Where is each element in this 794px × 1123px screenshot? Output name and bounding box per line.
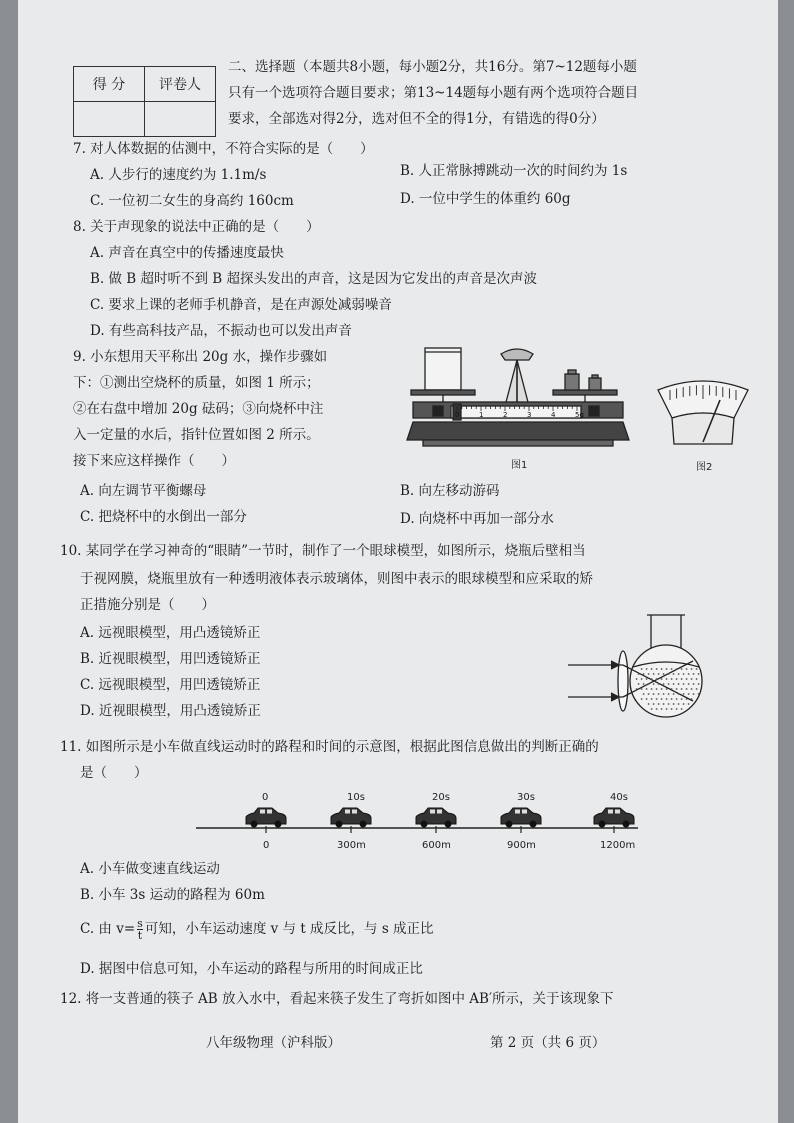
q11-c-prefix: C. 由 v= [80,921,136,937]
q7-option-a: A. 人步行的速度约为 1.1m/s [90,167,267,183]
right-pan [553,390,617,395]
q11-line-2: 是（ ） [80,765,148,781]
q8-option-a: A. 声音在真空中的传播速度最快 [90,245,284,261]
time-label: 20s [432,792,450,803]
distance-label: 1200m [600,840,636,851]
q10-option-d: D. 近视眼模型，用凸透镜矫正 [80,703,261,719]
score-table [73,66,216,137]
balance-base [407,422,629,440]
q9-option-a: A. 向左调节平衡螺母 [80,483,207,499]
q10-option-c: C. 远视眼模型，用凹透镜矫正 [80,677,261,693]
ruler-tick-label: 3 [527,411,532,419]
q10-line-1: 10. 某同学在学习神奇的“眼睛”一节时，制作了一个眼球模型，如图所示，烧瓶后壁相当 [60,543,586,559]
q11-option-c [80,918,434,941]
grader-header: 评卷人 [145,67,216,102]
q7-option-c: C. 一位初二女生的身高约 160cm [90,193,294,209]
car-icon [331,808,371,828]
beaker [425,348,461,390]
exam-page [18,0,778,1123]
score-header: 得 分 [74,67,145,102]
q9-line-1: 9. 小东想用天平称出 20g 水，操作步骤如 [73,349,328,365]
q9-line-2: 下：①测出空烧杯的质量，如图 1 所示； [73,375,320,391]
section-line-1: 二、选择题（本题共8小题，每小题2分，共16分。第7~12题每小题 [228,59,637,75]
q9-line-3: ②在右盘中增加 20g 砝码；③向烧杯中注 [73,401,324,417]
ruler-scale [451,406,581,418]
q11-option-b: B. 小车 3s 运动的路程为 60m [80,887,265,903]
car-icon [594,808,634,828]
q9-line-5: 接下来应这样操作（ ） [73,453,235,469]
distance-label: 600m [422,840,451,851]
distance-label: 0 [263,840,270,851]
flask-neck [651,615,681,649]
car-icon [416,808,456,828]
time-label: 10s [347,792,365,803]
q10-line-3: 正措施分别是（ ） [80,597,215,613]
balance-figure [393,340,643,472]
footer-page-number: 第 2 页（共 6 页） [490,1035,606,1051]
q8-option-b: B. 做 B 超时听不到 B 超探头发出的声音，这是因为它发出的声音是次声波 [90,271,538,287]
time-label: 40s [610,792,628,803]
fig1-caption: 图1 [511,460,528,471]
q11-option-a: A. 小车做变速直线运动 [80,861,220,877]
fraction-denominator: t [137,929,143,942]
section-line-3: 要求，全部选对得2分，选对但不全的得1分，有错选的得0分） [228,111,605,127]
car-icon [246,808,286,828]
grader-cell [145,102,216,137]
q9-option-d: D. 向烧杯中再加一部分水 [400,511,554,527]
left-pan [411,390,475,395]
q10-option-b: B. 近视眼模型，用凹透镜矫正 [80,651,261,667]
fig2-caption: 图2 [696,462,713,473]
footer-subject: 八年级物理（沪科版） [206,1035,341,1051]
q11-fraction [137,918,143,941]
ruler-tick-label: 0 [455,411,460,419]
eye-model-figure [563,605,723,725]
q10-option-a: A. 远视眼模型，用凸透镜矫正 [80,625,261,641]
car-motion-figure [188,786,648,856]
distance-label: 900m [507,840,536,851]
fraction-numerator: s [137,917,143,930]
q8-stem: 8. 关于声现象的说法中正确的是（ ） [73,219,320,235]
ruler-tick-label: 1 [479,411,484,419]
lens [618,651,628,711]
q10-line-2: 于视网膜，烧瓶里放有一种透明液体表示玻璃体，则图中表示的眼球模型和应采取的矫 [80,571,593,587]
q7-option-d: D. 一位中学生的体重约 60g [400,191,571,207]
q11-line-1: 11. 如图所示是小车做直线运动时的路程和时间的示意图，根据此图信息做出的判断正确的 [60,739,599,755]
ruler-tick-label: 2 [503,411,508,419]
time-label: 30s [517,792,535,803]
q9-option-b: B. 向左移动游码 [400,483,500,499]
score-cell [74,102,145,137]
car-icon [501,808,541,828]
q9-option-c: C. 把烧杯中的水倒出一部分 [80,509,247,525]
q11-option-d: D. 据图中信息可知，小车运动的路程与所用的时间成正比 [80,961,423,977]
q7-option-b: B. 人正常脉搏跳动一次的时间约为 1s [400,163,628,179]
q9-line-4: 入一定量的水后，指针位置如图 2 所示。 [73,427,320,443]
weight-small [589,378,601,390]
q7-stem: 7. 对人体数据的估测中，不符合实际的是（ ） [73,141,374,157]
distance-label: 300m [337,840,366,851]
q11-c-suffix: 可知，小车运动速度 v 与 t 成反比，与 s 成正比 [144,921,434,937]
q12-stem: 12. 将一支普通的筷子 AB 放入水中，看起来筷子发生了弯折如图中 AB′所示，关于该现象下 [60,991,614,1007]
weight-large [565,374,579,390]
ruler-tick-label: 5g [575,411,584,419]
flask-bulb [630,645,702,717]
section-line-2: 只有一个选项符合题目要求；第13~14题每小题有两个选项符合题目 [228,85,639,101]
q8-option-c: C. 要求上课的老师手机静音，是在声源处减弱噪音 [90,297,392,313]
q8-option-d: D. 有些高科技产品，不振动也可以发出声音 [90,323,352,339]
pointer-dial [501,349,533,360]
pointer-dial-figure [648,378,758,476]
ruler-tick-label: 4 [551,411,556,419]
time-label: 0 [262,792,269,803]
